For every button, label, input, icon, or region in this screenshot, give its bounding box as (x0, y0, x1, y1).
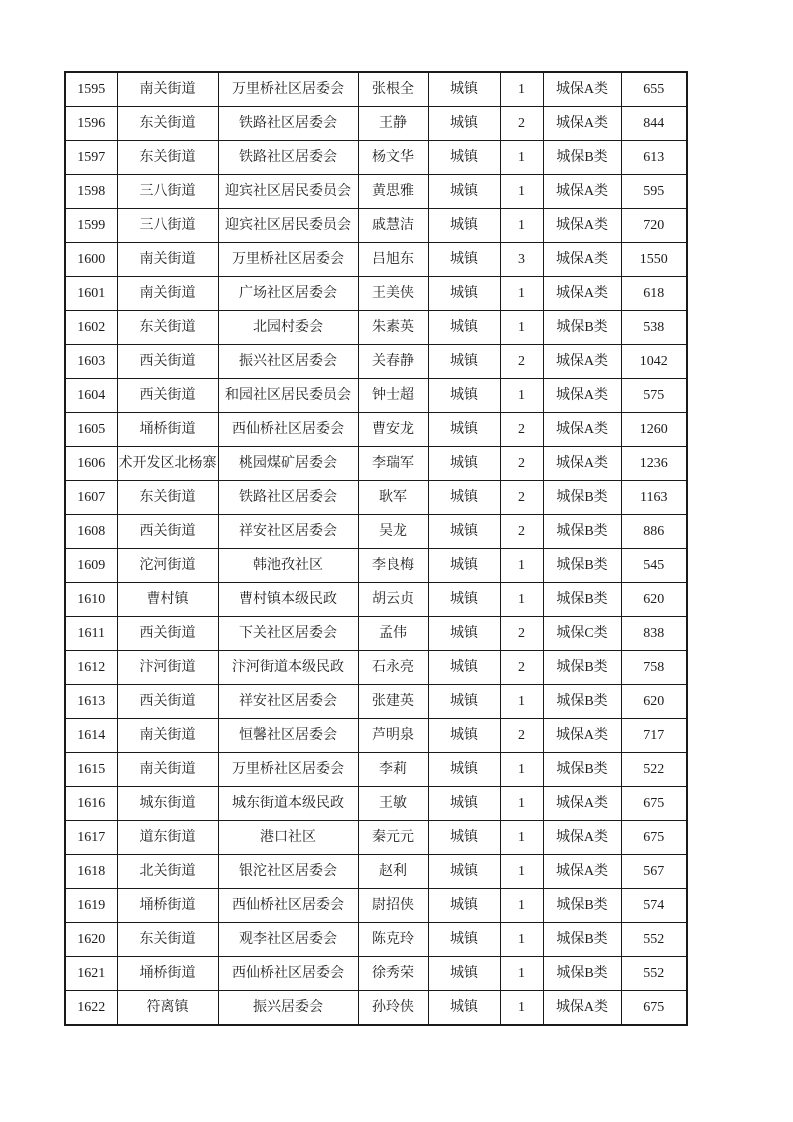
table-cell: 桃园煤矿居委会 (218, 447, 358, 481)
table-cell: 观李社区居委会 (218, 923, 358, 957)
table-cell: 1620 (65, 923, 117, 957)
table-row (65, 957, 687, 991)
table-cell: 吴龙 (358, 515, 428, 549)
table-cell: 552 (621, 923, 687, 957)
table-cell: 北园村委会 (218, 311, 358, 345)
table-cell: 吕旭东 (358, 243, 428, 277)
table-cell: 1622 (65, 991, 117, 1026)
table-cell: 城保A类 (543, 787, 621, 821)
table-cell: 南关街道 (117, 243, 218, 277)
table-cell: 沱河街道 (117, 549, 218, 583)
table-cell: 574 (621, 889, 687, 923)
table-cell: 1 (500, 923, 543, 957)
table-cell: 1 (500, 991, 543, 1026)
table-cell: 城镇 (428, 107, 500, 141)
table-cell: 1601 (65, 277, 117, 311)
table-cell: 1617 (65, 821, 117, 855)
table-cell: 城镇 (428, 957, 500, 991)
table-cell: 道东街道 (117, 821, 218, 855)
table-row (65, 889, 687, 923)
table-row (65, 923, 687, 957)
table-cell: 秦元元 (358, 821, 428, 855)
table-cell: 城镇 (428, 345, 500, 379)
table-cell: 王美侠 (358, 277, 428, 311)
table-cell: 1 (500, 753, 543, 787)
table-cell: 1610 (65, 583, 117, 617)
table-cell: 675 (621, 787, 687, 821)
table-cell: 1595 (65, 72, 117, 107)
table-cell: 三八街道 (117, 175, 218, 209)
table-cell: 城镇 (428, 719, 500, 753)
table-cell: 1604 (65, 379, 117, 413)
table-cell: 振兴居委会 (218, 991, 358, 1026)
table-cell: 城保B类 (543, 923, 621, 957)
table-cell: 城镇 (428, 685, 500, 719)
table-cell: 城保C类 (543, 617, 621, 651)
table-cell: 耿军 (358, 481, 428, 515)
table-cell: 祥安社区居委会 (218, 515, 358, 549)
table-cell: 1614 (65, 719, 117, 753)
table-cell: 东关街道 (117, 923, 218, 957)
table-cell: 675 (621, 991, 687, 1026)
table-cell: 铁路社区居委会 (218, 141, 358, 175)
table-cell: 1606 (65, 447, 117, 481)
table-cell: 2 (500, 413, 543, 447)
table-cell: 2 (500, 617, 543, 651)
table-cell: 1607 (65, 481, 117, 515)
table-cell: 2 (500, 719, 543, 753)
table-cell: 1 (500, 855, 543, 889)
table-cell: 城保B类 (543, 685, 621, 719)
table-row (65, 311, 687, 345)
table-cell: 城东街道本级民政 (218, 787, 358, 821)
table-cell: 孟伟 (358, 617, 428, 651)
table-cell: 西仙桥社区居委会 (218, 413, 358, 447)
table-cell: 城保A类 (543, 379, 621, 413)
table-cell: 东关街道 (117, 107, 218, 141)
table-cell: 1 (500, 141, 543, 175)
table-cell: 西关街道 (117, 685, 218, 719)
table-cell: 城镇 (428, 447, 500, 481)
table-cell: 城保A类 (543, 821, 621, 855)
table-cell: 城镇 (428, 753, 500, 787)
table-cell: 李莉 (358, 753, 428, 787)
table-cell: 东关街道 (117, 481, 218, 515)
table-cell: 符离镇 (117, 991, 218, 1026)
table-cell: 1 (500, 311, 543, 345)
table-cell: 620 (621, 685, 687, 719)
table-cell: 1 (500, 175, 543, 209)
table-cell: 李瑞军 (358, 447, 428, 481)
table-cell: 城保A类 (543, 107, 621, 141)
table-row (65, 141, 687, 175)
table-cell: 567 (621, 855, 687, 889)
table-row (65, 277, 687, 311)
table-cell: 1 (500, 821, 543, 855)
table-cell: 3 (500, 243, 543, 277)
table-row (65, 345, 687, 379)
table-row (65, 481, 687, 515)
table-cell: 城镇 (428, 583, 500, 617)
table-cell: 522 (621, 753, 687, 787)
table-row (65, 413, 687, 447)
table-cell: 城镇 (428, 651, 500, 685)
table-cell: 1605 (65, 413, 117, 447)
table-cell: 万里桥社区居委会 (218, 72, 358, 107)
table-cell: 城保A类 (543, 447, 621, 481)
table-cell: 城保B类 (543, 141, 621, 175)
table-cell: 西仙桥社区居委会 (218, 957, 358, 991)
table-cell: 552 (621, 957, 687, 991)
table-cell: 李良梅 (358, 549, 428, 583)
table-cell: 钟士超 (358, 379, 428, 413)
table-cell: 1597 (65, 141, 117, 175)
table-row (65, 72, 687, 107)
table-cell: 1 (500, 957, 543, 991)
table-cell: 758 (621, 651, 687, 685)
table-cell: 838 (621, 617, 687, 651)
table-cell: 城镇 (428, 72, 500, 107)
table-cell: 城保B类 (543, 651, 621, 685)
table-cell: 1 (500, 277, 543, 311)
table-cell: 三八街道 (117, 209, 218, 243)
table-row (65, 753, 687, 787)
table-cell: 埇桥街道 (117, 413, 218, 447)
table-cell: 2 (500, 481, 543, 515)
table-cell: 术开发区北杨寨 (117, 447, 218, 481)
table-cell: 城保A类 (543, 413, 621, 447)
table-cell: 1550 (621, 243, 687, 277)
table-cell: 城保B类 (543, 515, 621, 549)
table-cell: 城东街道 (117, 787, 218, 821)
table-cell: 1 (500, 787, 543, 821)
table-cell: 恒馨社区居委会 (218, 719, 358, 753)
table-cell: 南关街道 (117, 719, 218, 753)
table-cell: 575 (621, 379, 687, 413)
table-cell: 城镇 (428, 141, 500, 175)
table-cell: 曹安龙 (358, 413, 428, 447)
table-cell: 祥安社区居委会 (218, 685, 358, 719)
table-cell: 黄思雅 (358, 175, 428, 209)
table-cell: 1236 (621, 447, 687, 481)
table-row (65, 515, 687, 549)
table-cell: 2 (500, 345, 543, 379)
table-row (65, 787, 687, 821)
table-cell: 西关街道 (117, 617, 218, 651)
table-cell: 城保B类 (543, 549, 621, 583)
table-row (65, 243, 687, 277)
table-cell: 城保A类 (543, 345, 621, 379)
table-cell: 振兴社区居委会 (218, 345, 358, 379)
table-cell: 埇桥街道 (117, 889, 218, 923)
table-cell: 徐秀荣 (358, 957, 428, 991)
table-cell: 886 (621, 515, 687, 549)
table-cell: 孙玲侠 (358, 991, 428, 1026)
table-cell: 1 (500, 583, 543, 617)
table-cell: 城保A类 (543, 243, 621, 277)
table-cell: 1 (500, 549, 543, 583)
table-row (65, 447, 687, 481)
table-row (65, 685, 687, 719)
table-cell: 陈克玲 (358, 923, 428, 957)
table-cell: 538 (621, 311, 687, 345)
table-cell: 迎宾社区居民委员会 (218, 209, 358, 243)
table-cell: 城镇 (428, 175, 500, 209)
table-cell: 1598 (65, 175, 117, 209)
table-row (65, 209, 687, 243)
table-cell: 城保B类 (543, 889, 621, 923)
table-cell: 下关社区居委会 (218, 617, 358, 651)
table-cell: 朱素英 (358, 311, 428, 345)
table-cell: 1 (500, 379, 543, 413)
table-cell: 东关街道 (117, 141, 218, 175)
table-cell: 城镇 (428, 991, 500, 1026)
table-cell: 埇桥街道 (117, 957, 218, 991)
table-cell: 城保B类 (543, 311, 621, 345)
table-row (65, 379, 687, 413)
table-cell: 717 (621, 719, 687, 753)
table-cell: 汴河街道本级民政 (218, 651, 358, 685)
table-row (65, 175, 687, 209)
table-row (65, 651, 687, 685)
table-cell: 618 (621, 277, 687, 311)
table-cell: 万里桥社区居委会 (218, 753, 358, 787)
table-row (65, 549, 687, 583)
table-cell: 南关街道 (117, 277, 218, 311)
table-cell: 613 (621, 141, 687, 175)
table-cell: 1 (500, 685, 543, 719)
table-cell: 1603 (65, 345, 117, 379)
table-cell: 城保B类 (543, 481, 621, 515)
table-cell: 城保B类 (543, 753, 621, 787)
table-cell: 城保B类 (543, 957, 621, 991)
table-cell: 城保B类 (543, 583, 621, 617)
table-cell: 城镇 (428, 787, 500, 821)
table-cell: 曹村镇本级民政 (218, 583, 358, 617)
table-cell: 城镇 (428, 821, 500, 855)
table-cell: 655 (621, 72, 687, 107)
table-cell: 1613 (65, 685, 117, 719)
table-cell: 1611 (65, 617, 117, 651)
table-cell: 1163 (621, 481, 687, 515)
table-cell: 胡云贞 (358, 583, 428, 617)
table-cell: 城镇 (428, 481, 500, 515)
table-cell: 1596 (65, 107, 117, 141)
table-cell: 戚慧洁 (358, 209, 428, 243)
table-cell: 1618 (65, 855, 117, 889)
table-cell: 和园社区居民委员会 (218, 379, 358, 413)
table-cell: 尉招侠 (358, 889, 428, 923)
table-cell: 620 (621, 583, 687, 617)
table-cell: 城保A类 (543, 175, 621, 209)
table-cell: 1 (500, 889, 543, 923)
table-cell: 1619 (65, 889, 117, 923)
table-cell: 港口社区 (218, 821, 358, 855)
table-cell: 1615 (65, 753, 117, 787)
table-cell: 西关街道 (117, 379, 218, 413)
table-cell: 城镇 (428, 889, 500, 923)
welfare-records-table (64, 71, 688, 1026)
table-cell: 1609 (65, 549, 117, 583)
table-cell: 1612 (65, 651, 117, 685)
table-row (65, 583, 687, 617)
table-cell: 城保A类 (543, 855, 621, 889)
table-cell: 韩池孜社区 (218, 549, 358, 583)
table-cell: 曹村镇 (117, 583, 218, 617)
table-cell: 城镇 (428, 379, 500, 413)
table-cell: 张根全 (358, 72, 428, 107)
table-container (64, 71, 688, 1026)
table-cell: 张建英 (358, 685, 428, 719)
table-cell: 杨文华 (358, 141, 428, 175)
table-cell: 545 (621, 549, 687, 583)
table-cell: 2 (500, 651, 543, 685)
table-cell: 城镇 (428, 515, 500, 549)
table-cell: 城保A类 (543, 277, 621, 311)
table-cell: 迎宾社区居民委员会 (218, 175, 358, 209)
table-cell: 844 (621, 107, 687, 141)
table-cell: 城镇 (428, 617, 500, 651)
table-cell: 1600 (65, 243, 117, 277)
table-cell: 南关街道 (117, 72, 218, 107)
table-cell: 城镇 (428, 209, 500, 243)
table-cell: 720 (621, 209, 687, 243)
table-cell: 1621 (65, 957, 117, 991)
table-cell: 王敏 (358, 787, 428, 821)
table-cell: 1042 (621, 345, 687, 379)
table-cell: 1 (500, 209, 543, 243)
table-cell: 汴河街道 (117, 651, 218, 685)
table-cell: 城镇 (428, 277, 500, 311)
table-row (65, 617, 687, 651)
table-cell: 广场社区居委会 (218, 277, 358, 311)
table-row (65, 821, 687, 855)
table-cell: 北关街道 (117, 855, 218, 889)
table-cell: 南关街道 (117, 753, 218, 787)
table-cell: 西关街道 (117, 345, 218, 379)
table-cell: 城镇 (428, 311, 500, 345)
table-cell: 2 (500, 447, 543, 481)
table-cell: 1599 (65, 209, 117, 243)
table-cell: 城保A类 (543, 719, 621, 753)
table-cell: 银沱社区居委会 (218, 855, 358, 889)
table-cell: 2 (500, 515, 543, 549)
table-cell: 东关街道 (117, 311, 218, 345)
table-cell: 595 (621, 175, 687, 209)
table-cell: 铁路社区居委会 (218, 481, 358, 515)
table-cell: 城镇 (428, 413, 500, 447)
table-cell: 城保A类 (543, 991, 621, 1026)
table-cell: 西仙桥社区居委会 (218, 889, 358, 923)
table-cell: 1 (500, 72, 543, 107)
table-cell: 1602 (65, 311, 117, 345)
table-cell: 城保A类 (543, 72, 621, 107)
table-row (65, 719, 687, 753)
table-cell: 城镇 (428, 549, 500, 583)
table-cell: 2 (500, 107, 543, 141)
table-cell: 城镇 (428, 855, 500, 889)
table-body (65, 72, 687, 1025)
table-cell: 石永亮 (358, 651, 428, 685)
table-cell: 1616 (65, 787, 117, 821)
table-cell: 铁路社区居委会 (218, 107, 358, 141)
table-cell: 675 (621, 821, 687, 855)
table-cell: 1608 (65, 515, 117, 549)
table-row (65, 855, 687, 889)
table-cell: 城镇 (428, 243, 500, 277)
table-cell: 芦明泉 (358, 719, 428, 753)
table-cell: 1260 (621, 413, 687, 447)
table-cell: 王静 (358, 107, 428, 141)
table-cell: 万里桥社区居委会 (218, 243, 358, 277)
table-cell: 城保A类 (543, 209, 621, 243)
table-cell: 赵利 (358, 855, 428, 889)
table-row (65, 991, 687, 1026)
table-cell: 西关街道 (117, 515, 218, 549)
table-cell: 城镇 (428, 923, 500, 957)
table-cell: 关春静 (358, 345, 428, 379)
table-row (65, 107, 687, 141)
